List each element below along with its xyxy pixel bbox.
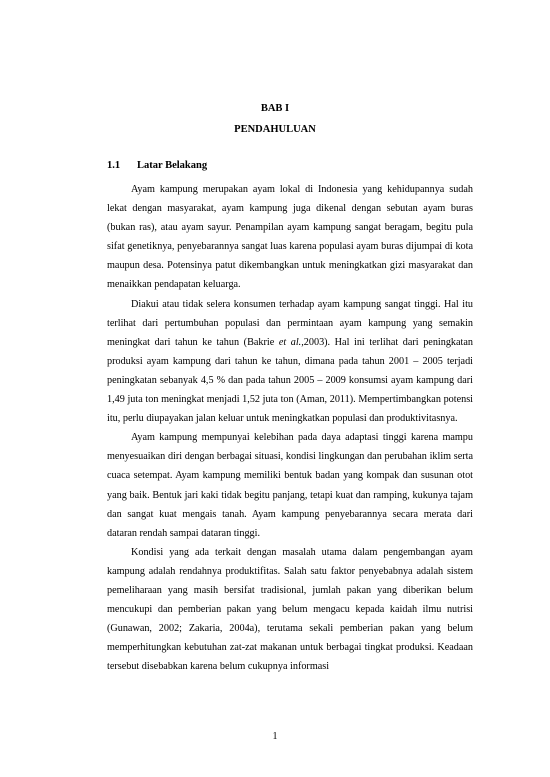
section-number: 1.1 xyxy=(107,160,121,171)
paragraph-3: Ayam kampung mempunyai kelebihan pada daya adaptasi tinggi karena mampu menyesuaikan diri dengan berbagai situasi, kondisi lingkungan dan perubahan iklim serta cuaca setempat. Ayam kampung memiliki bentuk badan yang kompak dan susunan otot yang baik. Bentuk jari kaki tidak begitu panjang, tetapi kuat dan ramping, kukunya tajam dan sangat kuat mengais tanah. Ayam kampung penyebarannya secara merata dari dataran rendah sampai dataran tinggi. xyxy=(107,432,473,539)
chapter-title: PENDAHULUAN xyxy=(234,124,316,135)
section-heading xyxy=(107,160,207,171)
paragraph-2 xyxy=(107,295,473,429)
section-title: Latar Belakang xyxy=(137,160,208,171)
chapter-label: BAB I xyxy=(260,103,290,114)
body-text xyxy=(107,180,473,676)
citation-et-al: et al., xyxy=(278,336,304,348)
page-number: 1 xyxy=(272,731,278,742)
paragraph-4: Kondisi yang ada terkait dengan masalah utama dalam pengembangan ayam kampung adalah rendahnya produktifitas. Salah satu faktor penyebabnya adalah sistem pemeliharaan yang masih bersifat tradisional, jumlah pakan yang diberikan belum mencukupi dan pemberian pakan yang belum mengacu kepada kaidah ilmu nutrisi (Gunawan, 2002; Zakaria, 2004a), terutama sekali pemberian pakan yang belum memperhitungkan kebutuhan zat-zat makanan untuk berbagai tingkat produksi. Keadaan tersebut disebabkan karena belum cukupnya informasi xyxy=(107,546,473,673)
paragraph-2-text-b: 2003). Hal ini terlihat dari peningkatan produksi ayam kampung dari tahun ke tahun, dimana pada tahun 2001 – 2005 terjadi peningkatan sebanyak 4,5 % dan pada tahun 2005 – 2009 konsumsi ayam kampung dari 1,49 juta ton meningkat menjadi 1,52 juta ton (Aman, 2011). Mempertimbangkan potensi itu, perlu diupayakan jalan keluar untuk meningkatkan populasi dan produktivitasnya. xyxy=(107,336,473,425)
paragraph-2-text-a: Diakui atau tidak selera konsumen terhadap ayam kampung sangat tinggi. Hal itu terlihat dari pertumbuhan populasi dan permintaan ayam kampung yang semakin meningkat dari tahun ke tahun (Bakrie xyxy=(107,298,473,348)
paragraph-1: Ayam kampung merupakan ayam lokal di Indonesia yang kehidupannya sudah lekat dengan masyarakat, ayam kampung juga dikenal dengan sebutan ayam buras (bukan ras), atau ayam sayur. Penampilan ayam kampung sangat beragam, begitu pula sifat genetiknya, penyebarannya sangat luas karena populasi ayam buras dijumpai di kota maupun desa. Potensinya patut dikembangkan untuk meningkatkan gizi masyarakat dan menaikkan pendapatan keluarga. xyxy=(107,184,473,291)
